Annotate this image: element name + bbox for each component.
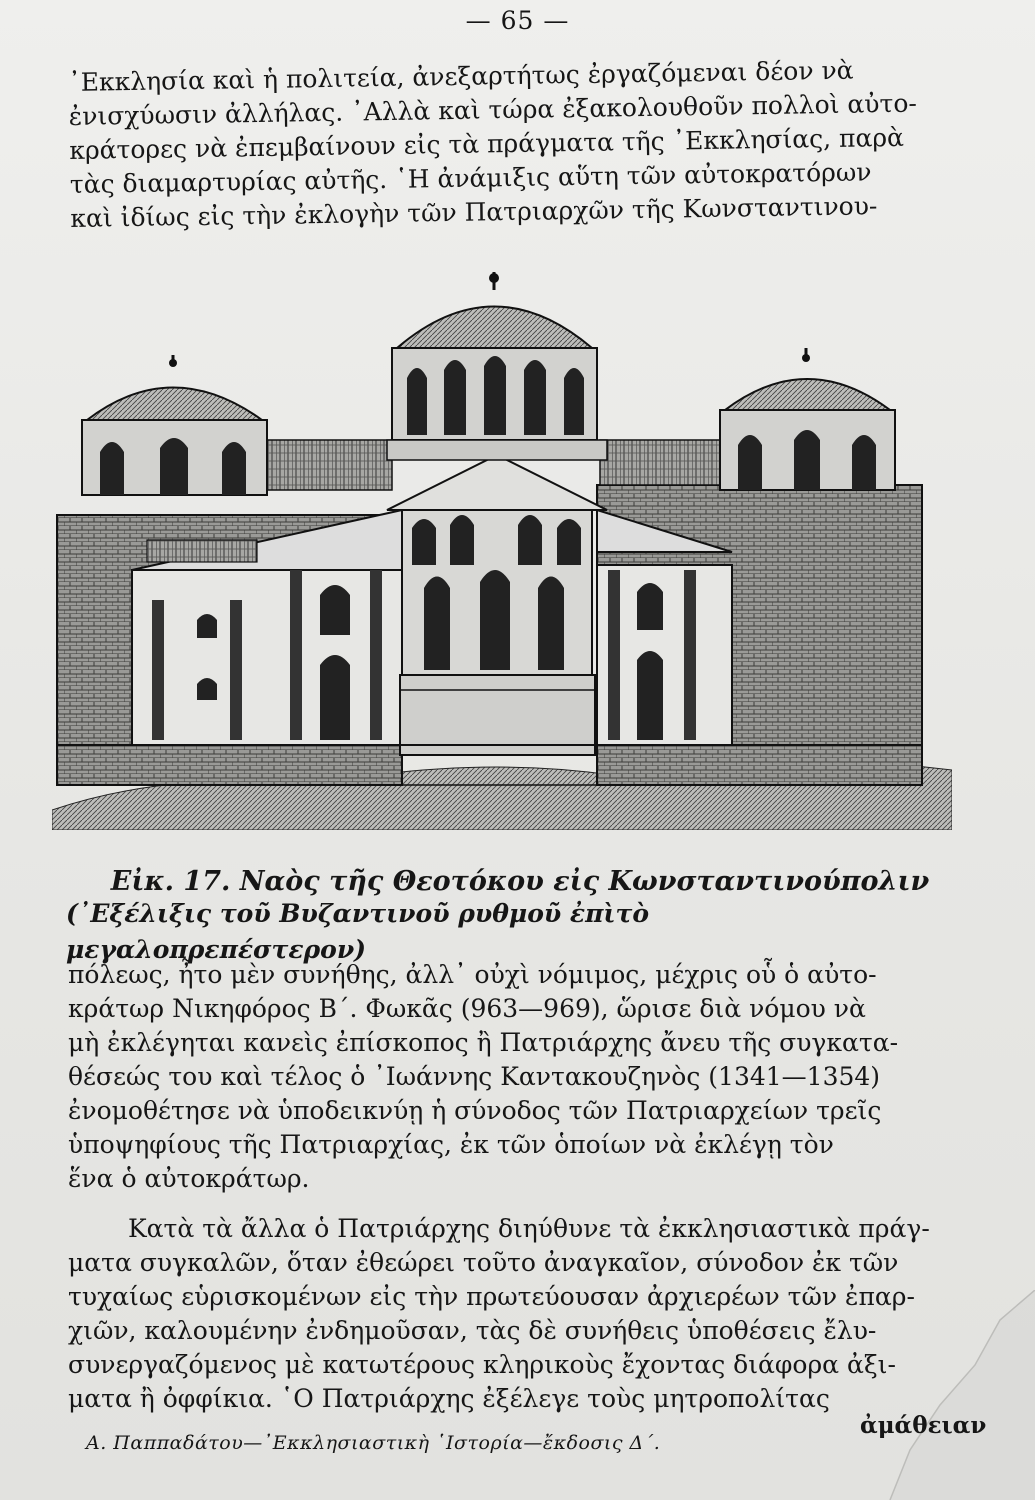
text-line: τυχαίως εὑρισκομένων εἰς τὴν πρωτεύουσαν ἀρχιερέων τῶν ἐπαρ-	[68, 1282, 915, 1311]
text-line: ματα ἢ ὀφφίκια. ῾Ο Πατριάρχης ἐξέλεγε τοὺς μητροπολίτας	[68, 1384, 830, 1413]
text-line: ματα συγκαλῶν, ὅταν ἐθεώρει τοῦτο ἀναγκαῖον, σύνοδον ἐκ τῶν	[68, 1248, 899, 1277]
text-line: ὑποψηφίους τῆς Πατριαρχίας, ἐκ τῶν ὁποίων νὰ ἐκλέγῃ τὸν	[68, 1130, 834, 1159]
text-line: πόλεως, ἦτο μὲν συνήθης, ἀλλ᾿ οὐχὶ νόμιμος, μέχρις οὗ ὁ αὐτο-	[68, 960, 877, 989]
catchword: ἀμάθειαν	[860, 1412, 987, 1439]
book-reference: Α. Παππαδάτου—᾿Εκκλησιαστικὴ ῾Ιστορία—ἔκδοσις Δ΄.	[86, 1432, 661, 1454]
text-line: τὰς διαμαρτυρίας αὐτῆς. ῾Η ἀνάμιξις αὕτη τῶν αὐτοκρατόρων	[69, 157, 872, 199]
text-line: ἐνισχύωσιν ἀλλήλας. ᾿Αλλὰ καὶ τώρα ἐξακολουθοῦν πολλοὶ αὐτο-	[68, 88, 918, 131]
paper-tear	[880, 1290, 1035, 1500]
text-line: κράτωρ Νικηφόρος Β΄. Φωκᾶς (963—969), ὥρισε διὰ νόμου νὰ	[68, 994, 866, 1023]
top-paragraph	[68, 52, 961, 236]
page-number: — 65 —	[465, 6, 570, 35]
figure-subcaption: (᾿Εξέλιξις τοῦ Βυζαντινοῦ ρυθμοῦ ἐπὶτὸ μεγαλοπρεπέστερον)	[66, 899, 650, 964]
text-line: συνεργαζόμενος μὲ κατωτέρους κληρικοὺς ἔχοντας διάφορα ἀξι-	[68, 1350, 896, 1379]
text-line: ᾿Εκκλησία καὶ ἡ πολιτεία, ἀνεξαρτήτως ἐργαζόμεναι δέον νὰ	[68, 55, 854, 97]
text-line: Κατὰ τὰ ἄλλα ὁ Πατριάρχης διηύθυνε τὰ ἐκκλησιαστικὰ πράγ-	[128, 1214, 930, 1243]
church-illustration	[52, 270, 952, 830]
lower-paragraph	[68, 1212, 958, 1416]
figure-caption: Εἰκ. 17. Ναὸς τῆς Θεοτόκου εἰς Κωνσταντινούπολιν	[110, 866, 930, 897]
text-line: καὶ ἰδίως εἰς τὴν ἐκλογὴν τῶν Πατριαρχῶν τῆς Κωνσταντινου-	[70, 191, 878, 233]
text-line: ἕνα ὁ αὐτοκράτωρ.	[68, 1164, 310, 1193]
text-line: κράτορες νὰ ἐπεμβαίνουν εἰς τὰ πράγματα τῆς ᾿Εκκλησίας, παρὰ	[69, 122, 905, 165]
text-line: μὴ ἐκλέγηται κανεὶς ἐπίσκοπος ἢ Πατριάρχης ἄνευ τῆς συγκατα-	[68, 1028, 899, 1057]
middle-paragraph	[68, 958, 958, 1196]
text-line: θέσεώς του καὶ τέλος ὁ ᾿Ιωάννης Καντακουζηνὸς (1341—1354)	[68, 1062, 881, 1091]
text-line: ἐνομοθέτησε νὰ ὑποδεικνύῃ ἡ σύνοδος τῶν Πατριαρχείων τρεῖς	[68, 1096, 882, 1125]
text-line: χιῶν, καλουμένην ἐνδημοῦσαν, τὰς δὲ συνήθεις ὑποθέσεις ἔλυ-	[68, 1316, 877, 1345]
